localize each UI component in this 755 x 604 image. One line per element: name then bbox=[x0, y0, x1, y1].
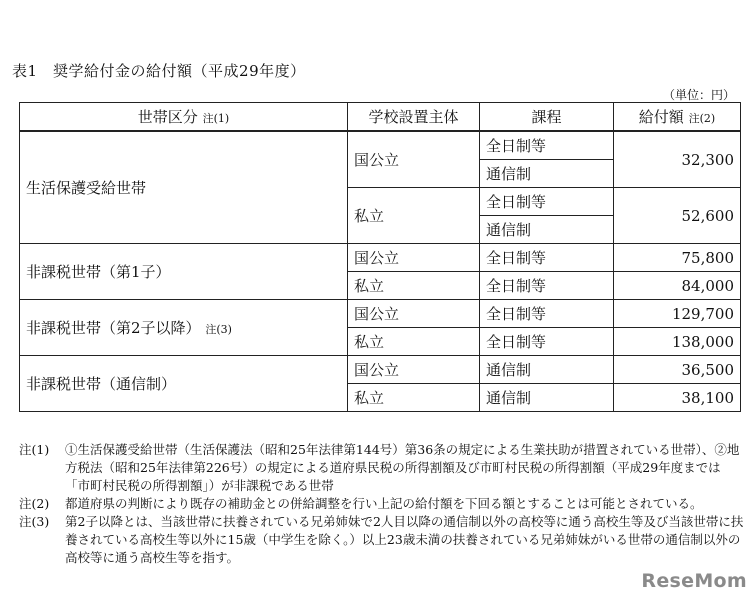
amount-cell: 75,800 bbox=[614, 244, 741, 272]
course-cell: 全日制等 bbox=[480, 272, 614, 300]
table-row bbox=[20, 131, 741, 160]
header-amount-note: 注(2) bbox=[688, 112, 716, 125]
course-cell: 通信制 bbox=[480, 216, 614, 244]
footnote-label: 注(1) bbox=[19, 442, 50, 457]
header-amount bbox=[614, 103, 741, 132]
school-cell: 国公立 bbox=[348, 244, 480, 272]
header-category-label: 世帯区分 bbox=[137, 108, 198, 126]
footnote-label: 注(2) bbox=[19, 496, 50, 511]
footnote-label: 注(3) bbox=[19, 514, 50, 529]
school-cell: 私立 bbox=[348, 328, 480, 356]
resemom-logo: ReseMom bbox=[641, 570, 747, 592]
footnotes bbox=[19, 441, 744, 567]
category-label: 非課税世帯（第2子以降） bbox=[26, 319, 201, 337]
course-cell: 通信制 bbox=[480, 384, 614, 412]
footnote-1 bbox=[19, 441, 744, 495]
category-note: 注(3) bbox=[205, 323, 232, 336]
header-category-note: 注(1) bbox=[202, 112, 230, 125]
amount-cell: 32,300 bbox=[614, 131, 741, 188]
amount-cell: 138,000 bbox=[614, 328, 741, 356]
amount-cell: 38,100 bbox=[614, 384, 741, 412]
header-school: 学校設置主体 bbox=[348, 103, 480, 132]
table-row bbox=[20, 356, 741, 384]
footnote-3 bbox=[19, 513, 744, 567]
footnote-2 bbox=[19, 495, 744, 513]
footnote-text: 第2子以降とは、当該世帯に扶養されている兄弟姉妹で2人目以降の通信制以外の高校等に通う高校生等及び当該世帯に扶養されている高校生等以外に15歳（中学生を除く。）以上23歳未満の扶養されている兄弟姉妹がいる世帯の通信制以外の高校等に通う高校生等を指す。 bbox=[65, 514, 744, 565]
school-cell: 国公立 bbox=[348, 356, 480, 384]
header-category bbox=[20, 103, 348, 132]
footnote-text: ①生活保護受給世帯（生活保護法（昭和25年法律第144号）第36条の規定による生業扶助が措置されている世帯）、②地方税法（昭和25年法律第226号）の規定による道府県民税の所得割額及び市町村民税の所得割額（平成29年度までは「市町村民税の所得割額」）が非課税である世帯 bbox=[65, 442, 740, 493]
course-cell: 全日制等 bbox=[480, 300, 614, 328]
table-row bbox=[20, 300, 741, 328]
benefit-table bbox=[19, 102, 741, 412]
course-cell: 通信制 bbox=[480, 160, 614, 188]
amount-cell: 52,600 bbox=[614, 188, 741, 244]
table-header-row bbox=[20, 103, 741, 132]
course-cell: 通信制 bbox=[480, 356, 614, 384]
course-cell: 全日制等 bbox=[480, 188, 614, 216]
school-cell: 私立 bbox=[348, 272, 480, 300]
header-amount-label: 給付額 bbox=[638, 108, 684, 126]
course-cell: 全日制等 bbox=[480, 328, 614, 356]
school-cell: 私立 bbox=[348, 384, 480, 412]
header-course: 課程 bbox=[480, 103, 614, 132]
category-label: 非課税世帯（通信制） bbox=[26, 375, 177, 393]
category-label: 非課税世帯（第1子） bbox=[26, 263, 171, 281]
category-label: 生活保護受給世帯 bbox=[26, 179, 147, 197]
school-cell: 国公立 bbox=[348, 300, 480, 328]
amount-cell: 84,000 bbox=[614, 272, 741, 300]
category-cell bbox=[20, 356, 348, 412]
school-cell: 私立 bbox=[348, 188, 480, 244]
amount-cell: 36,500 bbox=[614, 356, 741, 384]
category-cell bbox=[20, 244, 348, 300]
category-cell bbox=[20, 300, 348, 356]
unit-label: （単位：円） bbox=[662, 88, 735, 102]
course-cell: 全日制等 bbox=[480, 244, 614, 272]
category-cell bbox=[20, 131, 348, 244]
footnote-text: 都道府県の判断により既存の補助金との併給調整を行い上記の給付額を下回る額とすることは可能とされている。 bbox=[65, 496, 703, 511]
amount-cell: 129,700 bbox=[614, 300, 741, 328]
table-row bbox=[20, 244, 741, 272]
school-cell: 国公立 bbox=[348, 131, 480, 188]
table-title: 表1 奨学給付金の給付額（平成29年度） bbox=[12, 62, 306, 80]
course-cell: 全日制等 bbox=[480, 131, 614, 160]
